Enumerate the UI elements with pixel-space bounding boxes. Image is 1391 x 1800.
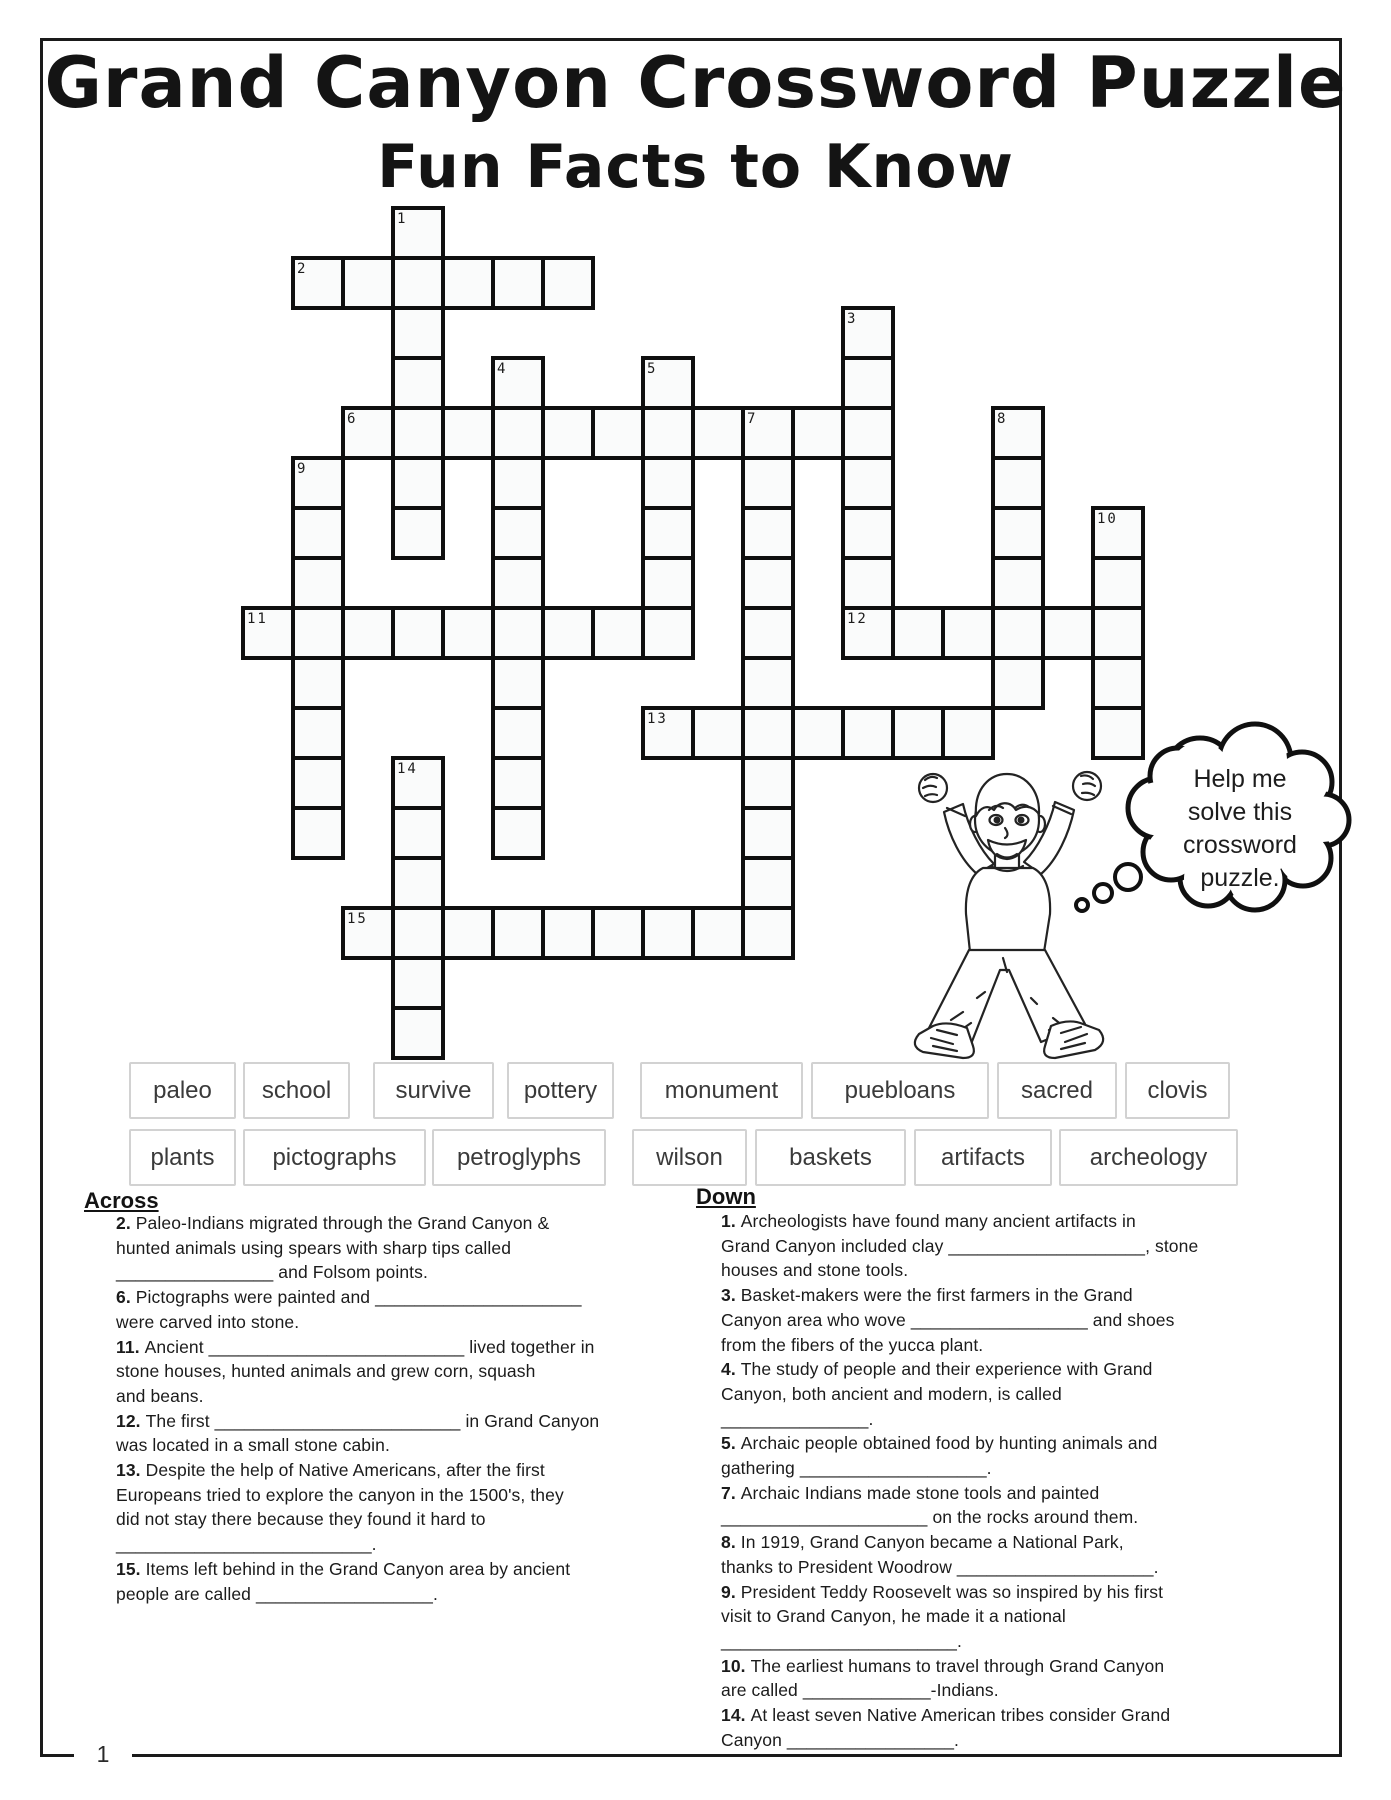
grid-cell[interactable] xyxy=(491,706,545,760)
word-bank-item: monument xyxy=(640,1062,803,1119)
grid-cell[interactable] xyxy=(441,906,495,960)
clue-item: 1. Archeologists have found many ancient artifacts in Grand Canyon included clay ____________________, stone houses and stone tools. xyxy=(721,1211,1199,1281)
word-bank-item: school xyxy=(243,1062,350,1119)
grid-cell-number: 11 xyxy=(247,611,268,627)
grid-cell[interactable] xyxy=(591,606,645,660)
grid-cell[interactable] xyxy=(341,256,395,310)
grid-cell[interactable] xyxy=(741,456,795,510)
grid-cell[interactable] xyxy=(891,706,945,760)
clue-item: 15. Items left behind in the Grand Canyon area by ancient people are called __________________. xyxy=(116,1558,571,1604)
clue-item: 14. At least seven Native American tribes consider Grand Canyon _________________. xyxy=(721,1705,1171,1750)
across-clues xyxy=(116,1211,621,1606)
grid-cell[interactable] xyxy=(491,906,545,960)
grid-cell[interactable] xyxy=(841,356,895,410)
grid-cell[interactable] xyxy=(291,656,345,710)
grid-cell[interactable] xyxy=(641,906,695,960)
word-bank-item: sacred xyxy=(997,1062,1117,1119)
clue-item: 11. Ancient __________________________ lived together in stone houses, hunted animals and grew corn, squash and beans. xyxy=(116,1336,595,1406)
grid-cell[interactable] xyxy=(491,606,545,660)
grid-cell[interactable] xyxy=(941,606,995,660)
grid-cell[interactable] xyxy=(541,256,595,310)
word-bank-item: paleo xyxy=(129,1062,236,1119)
grid-cell-number: 15 xyxy=(347,911,368,927)
grid-cell[interactable] xyxy=(1091,606,1145,660)
grid-cell[interactable] xyxy=(691,706,745,760)
word-bank-item: puebloans xyxy=(811,1062,989,1119)
clue-item: 8. In 1919, Grand Canyon became a National Park, thanks to President Woodrow ____________________. xyxy=(721,1532,1159,1577)
grid-cell[interactable] xyxy=(841,706,895,760)
word-bank-item: survive xyxy=(373,1062,494,1119)
down-heading: Down xyxy=(696,1184,756,1209)
thought-bubble-text: Help me solve this crossword puzzle. xyxy=(1183,765,1297,892)
grid-cell-number: 10 xyxy=(1097,511,1118,527)
grid-cell[interactable] xyxy=(391,956,445,1010)
word-bank-item: clovis xyxy=(1125,1062,1230,1119)
grid-cell[interactable] xyxy=(291,606,345,660)
grid-cell[interactable] xyxy=(491,506,545,560)
grid-cell[interactable] xyxy=(741,806,795,860)
page-subtitle: Fun Facts to Know xyxy=(377,132,1014,202)
grid-cell[interactable] xyxy=(741,656,795,710)
grid-cell[interactable] xyxy=(741,556,795,610)
grid-cell[interactable] xyxy=(941,706,995,760)
page-title: Grand Canyon Crossword Puzzle xyxy=(44,42,1347,124)
grid-cell-number: 13 xyxy=(647,711,668,727)
clue-item: 13. Despite the help of Native Americans, after the first Europeans tried to explore the canyon in the 1500's, they did not stay there because they found it hard to __________________________. xyxy=(116,1460,564,1555)
grid-cell[interactable] xyxy=(391,256,445,310)
grid-cell[interactable] xyxy=(491,806,545,860)
grid-cell-number: 5 xyxy=(647,361,658,377)
across-heading: Across xyxy=(84,1188,159,1213)
grid-cell[interactable] xyxy=(441,606,495,660)
clue-item: 9. President Teddy Roosevelt was so inspired by his first visit to Grand Canyon, he made it a national ________________________. xyxy=(721,1581,1164,1651)
grid-cell[interactable] xyxy=(441,256,495,310)
down-clues xyxy=(721,1209,1251,1752)
grid-cell[interactable] xyxy=(391,806,445,860)
grid-cell[interactable] xyxy=(491,256,545,310)
grid-cell[interactable] xyxy=(291,506,345,560)
grid-cell[interactable] xyxy=(291,756,345,810)
grid-cell-number: 7 xyxy=(747,411,758,427)
clue-item: 5. Archaic people obtained food by hunting animals and gathering ___________________. xyxy=(721,1433,1158,1479)
grid-cell[interactable] xyxy=(991,506,1045,560)
word-bank-item: petroglyphs xyxy=(432,1129,606,1186)
grid-cell[interactable] xyxy=(591,406,645,460)
grid-cell[interactable] xyxy=(891,606,945,660)
grid-cell-number: 6 xyxy=(347,411,358,427)
grid-cell[interactable] xyxy=(491,456,545,510)
grid-cell[interactable] xyxy=(841,506,895,560)
grid-cell[interactable] xyxy=(441,406,495,460)
grid-cell[interactable] xyxy=(291,556,345,610)
grid-cell[interactable] xyxy=(691,906,745,960)
grid-cell[interactable] xyxy=(641,506,695,560)
grid-cell[interactable] xyxy=(491,656,545,710)
word-bank-item: wilson xyxy=(632,1129,747,1186)
grid-cell[interactable] xyxy=(741,756,795,810)
grid-cell[interactable] xyxy=(391,906,445,960)
grid-cell-number: 1 xyxy=(397,211,408,227)
grid-cell[interactable] xyxy=(541,906,595,960)
grid-cell[interactable] xyxy=(991,606,1045,660)
grid-cell[interactable] xyxy=(391,406,445,460)
grid-cell[interactable] xyxy=(491,406,545,460)
grid-cell[interactable] xyxy=(641,556,695,610)
grid-cell[interactable] xyxy=(541,406,595,460)
grid-cell[interactable] xyxy=(391,306,445,360)
word-bank-item: artifacts xyxy=(914,1129,1052,1186)
grid-cell[interactable] xyxy=(741,606,795,660)
grid-cell-number: 2 xyxy=(297,261,308,277)
grid-cell[interactable] xyxy=(1041,606,1095,660)
grid-cell-number: 4 xyxy=(497,361,508,377)
grid-cell[interactable] xyxy=(741,506,795,560)
grid-cell[interactable] xyxy=(391,456,445,510)
word-bank-item: pottery xyxy=(507,1062,614,1119)
grid-cell[interactable] xyxy=(391,1006,445,1060)
grid-cell[interactable] xyxy=(841,456,895,510)
clue-item: 10. The earliest humans to travel through Grand Canyon are called _____________-Indians. xyxy=(721,1655,1165,1701)
grid-cell[interactable] xyxy=(741,906,795,960)
grid-cell[interactable] xyxy=(741,706,795,760)
grid-cell[interactable] xyxy=(741,856,795,910)
grid-cell[interactable] xyxy=(841,556,895,610)
word-bank-item: plants xyxy=(129,1129,236,1186)
word-bank-item: pictographs xyxy=(243,1129,426,1186)
grid-cell[interactable] xyxy=(391,506,445,560)
grid-cell[interactable] xyxy=(991,456,1045,510)
word-bank-item: baskets xyxy=(755,1129,906,1186)
grid-cell[interactable] xyxy=(691,406,745,460)
grid-cell-number: 3 xyxy=(847,311,858,327)
grid-cell-number: 9 xyxy=(297,461,308,477)
grid-cell[interactable] xyxy=(641,456,695,510)
clue-item: 7. Archaic Indians made stone tools and painted _____________________ on the rocks around them. xyxy=(721,1482,1139,1528)
clue-item: 3. Basket-makers were the first farmers in the Grand Canyon area who wove __________________ and shoes from the fibers of the yucca plant. xyxy=(721,1285,1175,1355)
grid-cell-number: 14 xyxy=(397,761,418,777)
grid-cell[interactable] xyxy=(641,606,695,660)
clue-item: 12. The first _________________________ in Grand Canyon was located in a small stone cabin. xyxy=(116,1410,600,1456)
grid-cell[interactable] xyxy=(1091,556,1145,610)
grid-cell[interactable] xyxy=(1091,656,1145,710)
clue-item: 4. The study of people and their experience with Grand Canyon, both ancient and modern, is called _______________. xyxy=(721,1359,1153,1429)
grid-cell[interactable] xyxy=(491,556,545,610)
grid-cell[interactable] xyxy=(491,756,545,810)
grid-cell[interactable] xyxy=(991,556,1045,610)
grid-cell[interactable] xyxy=(291,806,345,860)
grid-cell[interactable] xyxy=(391,356,445,410)
page-number: 1 xyxy=(96,1741,110,1767)
grid-cell[interactable] xyxy=(541,606,595,660)
grid-cell[interactable] xyxy=(641,406,695,460)
grid-cell[interactable] xyxy=(291,706,345,760)
grid-cell-number: 8 xyxy=(997,411,1008,427)
grid-cell-number: 12 xyxy=(847,611,868,627)
grid-cell[interactable] xyxy=(341,606,395,660)
grid-cell[interactable] xyxy=(791,706,845,760)
grid-cell[interactable] xyxy=(391,606,445,660)
grid-cell[interactable] xyxy=(841,406,895,460)
grid-cell[interactable] xyxy=(391,856,445,910)
grid-cell[interactable] xyxy=(591,906,645,960)
clue-item: 2. Paleo-Indians migrated through the Grand Canyon & hunted animals using spears with sharp tips called ________________ and Folsom points. xyxy=(116,1213,550,1283)
clue-item: 6. Pictographs were painted and _____________________ were carved into stone. xyxy=(116,1287,582,1332)
grid-cell[interactable] xyxy=(991,656,1045,710)
grid-cell[interactable] xyxy=(791,406,845,460)
word-bank-item: archeology xyxy=(1059,1129,1238,1186)
